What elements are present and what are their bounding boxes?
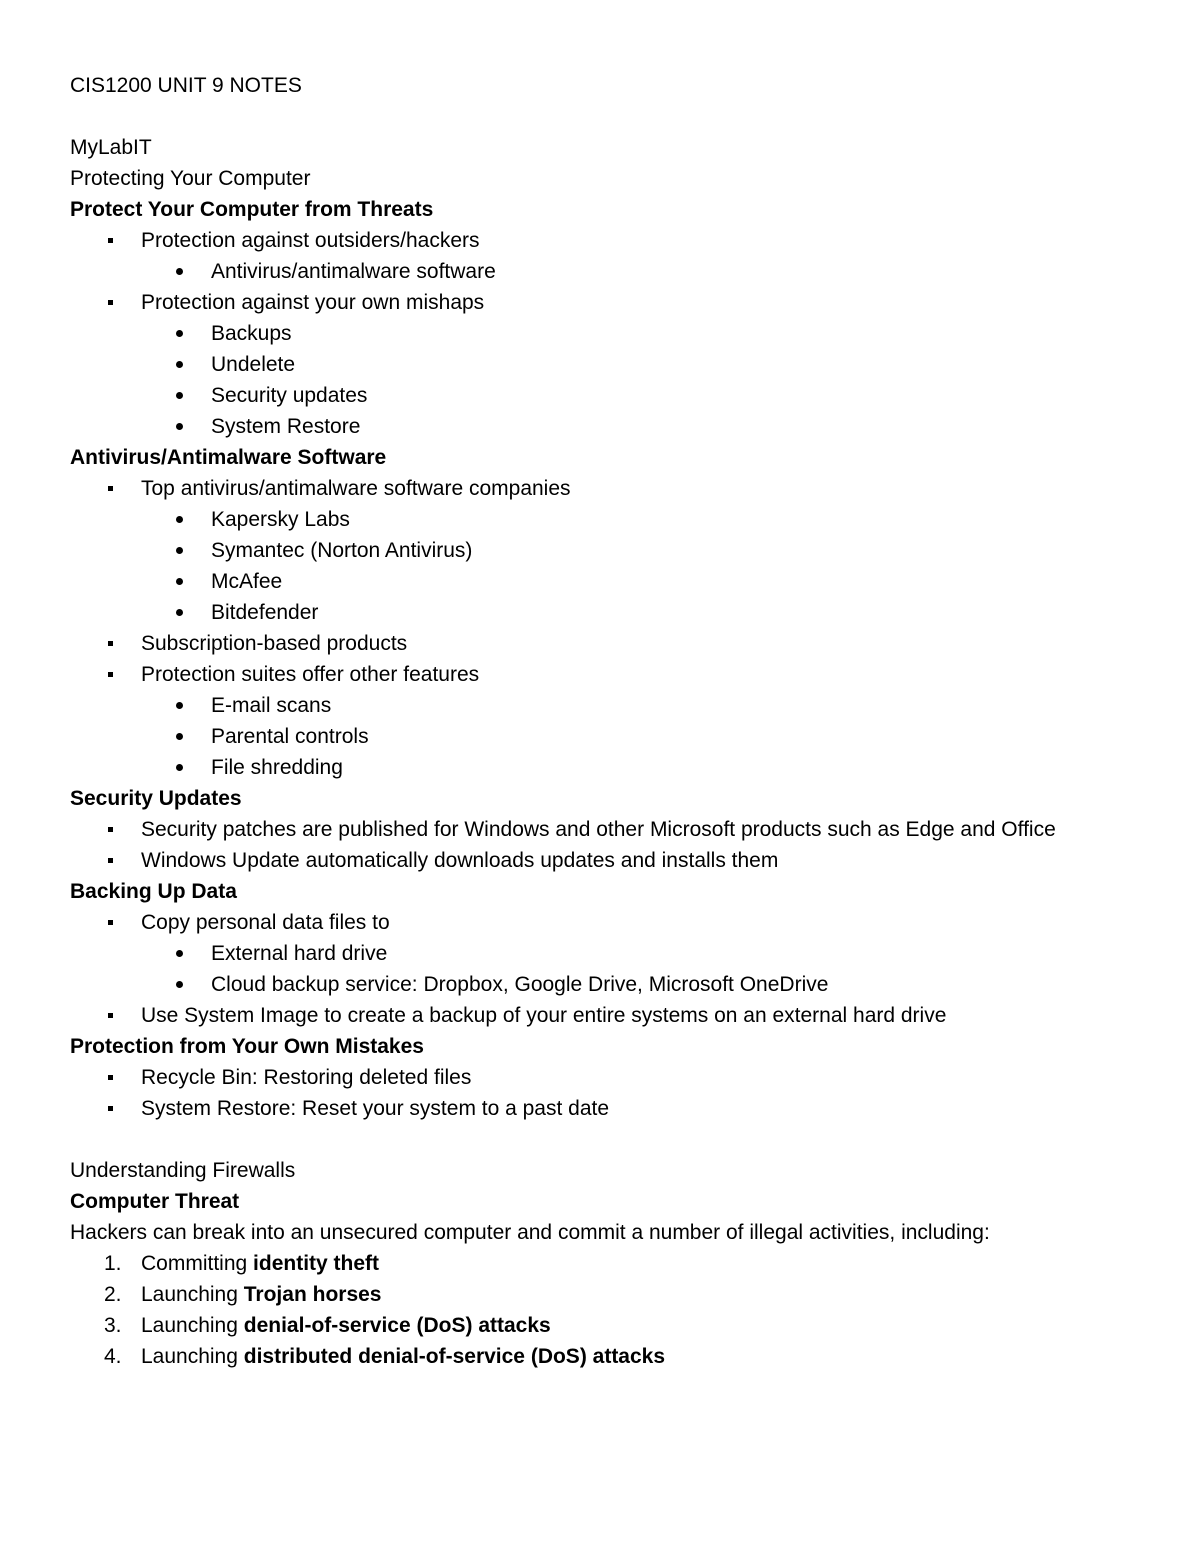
list-item bbox=[70, 597, 1130, 628]
square-bullet-icon bbox=[108, 300, 113, 305]
list-item-text: Top antivirus/antimalware software companies bbox=[141, 477, 571, 500]
list-item bbox=[70, 814, 1130, 845]
square-bullet-icon bbox=[108, 238, 113, 243]
list-item-emphasis: distributed denial-of-service (DoS) attacks bbox=[243, 1345, 666, 1368]
bullet-icon bbox=[176, 268, 183, 275]
section-heading-security-updates: Security Updates bbox=[70, 787, 242, 810]
square-bullet-icon bbox=[108, 920, 113, 925]
list-item-text: Protection against your own mishaps bbox=[141, 291, 485, 314]
list-item-text: External hard drive bbox=[211, 942, 388, 965]
square-bullet-icon bbox=[108, 672, 113, 677]
list-item bbox=[70, 938, 1130, 969]
bullet-icon bbox=[176, 950, 183, 957]
list-item-text: Symantec (Norton Antivirus) bbox=[211, 539, 473, 562]
square-bullet-icon bbox=[108, 858, 113, 863]
list-item bbox=[70, 907, 1130, 938]
square-bullet-icon bbox=[108, 1106, 113, 1111]
list-item bbox=[70, 752, 1130, 783]
topic-heading: Protecting Your Computer bbox=[70, 167, 311, 190]
list-item bbox=[70, 845, 1130, 876]
list-item bbox=[70, 690, 1130, 721]
bullet-icon bbox=[176, 764, 183, 771]
list-item-text: McAfee bbox=[211, 570, 283, 593]
square-bullet-icon bbox=[108, 1075, 113, 1080]
numbered-item bbox=[70, 1248, 1130, 1279]
list-item-prefix: Committing bbox=[141, 1252, 254, 1275]
list-item-text: Protection suites offer other features bbox=[141, 663, 480, 686]
section-heading-computer-threat: Computer Threat bbox=[70, 1190, 240, 1213]
list-item-prefix: Launching bbox=[141, 1345, 244, 1368]
list-item-text: Subscription-based products bbox=[141, 632, 408, 655]
list-item-text: Parental controls bbox=[211, 725, 369, 748]
square-bullet-icon bbox=[108, 827, 113, 832]
bullet-icon bbox=[176, 330, 183, 337]
list-item bbox=[70, 349, 1130, 380]
bullet-icon bbox=[176, 392, 183, 399]
bullet-icon bbox=[176, 361, 183, 368]
bullet-icon bbox=[176, 578, 183, 585]
section-heading-antivirus: Antivirus/Antimalware Software bbox=[70, 446, 387, 469]
numbered-item bbox=[70, 1310, 1130, 1341]
list-item bbox=[70, 380, 1130, 411]
list-item-text: Use System Image to create a backup of your entire systems on an external hard drive bbox=[141, 1004, 947, 1027]
list-item bbox=[70, 225, 1130, 256]
square-bullet-icon bbox=[108, 1013, 113, 1018]
list-number: 3. bbox=[104, 1314, 122, 1337]
list-item bbox=[70, 566, 1130, 597]
square-bullet-icon bbox=[108, 641, 113, 646]
list-item bbox=[70, 721, 1130, 752]
numbered-item bbox=[70, 1341, 1130, 1372]
list-item-text: Undelete bbox=[211, 353, 296, 376]
document-title: CIS1200 UNIT 9 NOTES bbox=[70, 74, 302, 97]
list-item-emphasis: denial-of-service (DoS) attacks bbox=[243, 1314, 551, 1337]
list-item-text: System Restore: Reset your system to a past date bbox=[141, 1097, 610, 1120]
list-item bbox=[70, 659, 1130, 690]
section-heading-backup: Backing Up Data bbox=[70, 880, 237, 903]
square-bullet-icon bbox=[108, 486, 113, 491]
blank-line bbox=[70, 1124, 1130, 1155]
list-item bbox=[70, 256, 1130, 287]
list-item bbox=[70, 535, 1130, 566]
list-item bbox=[70, 628, 1130, 659]
list-item-emphasis: identity theft bbox=[253, 1252, 380, 1275]
blank-line bbox=[70, 101, 1130, 132]
list-item bbox=[70, 504, 1130, 535]
list-item-text: Cloud backup service: Dropbox, Google Drive, Microsoft OneDrive bbox=[211, 973, 829, 996]
bullet-icon bbox=[176, 733, 183, 740]
list-number: 1. bbox=[104, 1252, 122, 1275]
list-item-text: Protection against outsiders/hackers bbox=[141, 229, 480, 252]
list-item-prefix: Launching bbox=[141, 1283, 244, 1306]
list-item-text: Security updates bbox=[211, 384, 368, 407]
source-label: MyLabIT bbox=[70, 136, 152, 159]
list-item-text: E-mail scans bbox=[211, 694, 332, 717]
list-item-text: System Restore bbox=[211, 415, 361, 438]
list-item-text: Backups bbox=[211, 322, 292, 345]
list-item-text: Security patches are published for Windows and other Microsoft products such as Edge and Office bbox=[141, 818, 1056, 841]
topic-heading: Understanding Firewalls bbox=[70, 1159, 296, 1182]
list-item-text: Kapersky Labs bbox=[211, 508, 350, 531]
bullet-icon bbox=[176, 702, 183, 709]
list-item-text: Windows Update automatically downloads updates and installs them bbox=[141, 849, 779, 872]
paragraph: Hackers can break into an unsecured computer and commit a number of illegal activities, including: bbox=[70, 1221, 990, 1244]
bullet-icon bbox=[176, 516, 183, 523]
list-item bbox=[70, 1000, 1130, 1031]
list-item bbox=[70, 287, 1130, 318]
list-item bbox=[70, 969, 1130, 1000]
bullet-icon bbox=[176, 609, 183, 616]
list-item bbox=[70, 473, 1130, 504]
section-heading-mistakes: Protection from Your Own Mistakes bbox=[70, 1035, 424, 1058]
list-item bbox=[70, 1062, 1130, 1093]
list-item-text: File shredding bbox=[211, 756, 343, 779]
bullet-icon bbox=[176, 981, 183, 988]
section-heading-threats: Protect Your Computer from Threats bbox=[70, 198, 434, 221]
bullet-icon bbox=[176, 423, 183, 430]
list-item-prefix: Launching bbox=[141, 1314, 244, 1337]
list-item bbox=[70, 318, 1130, 349]
list-item bbox=[70, 1093, 1130, 1124]
list-item-emphasis: Trojan horses bbox=[243, 1283, 382, 1306]
list-item-text: Recycle Bin: Restoring deleted files bbox=[141, 1066, 472, 1089]
numbered-item bbox=[70, 1279, 1130, 1310]
list-item-text: Copy personal data files to bbox=[141, 911, 390, 934]
list-item-text: Antivirus/antimalware software bbox=[211, 260, 496, 283]
document-body bbox=[70, 70, 1130, 1372]
list-number: 2. bbox=[104, 1283, 122, 1306]
bullet-icon bbox=[176, 547, 183, 554]
list-number: 4. bbox=[104, 1345, 122, 1368]
list-item bbox=[70, 411, 1130, 442]
list-item-text: Bitdefender bbox=[211, 601, 319, 624]
